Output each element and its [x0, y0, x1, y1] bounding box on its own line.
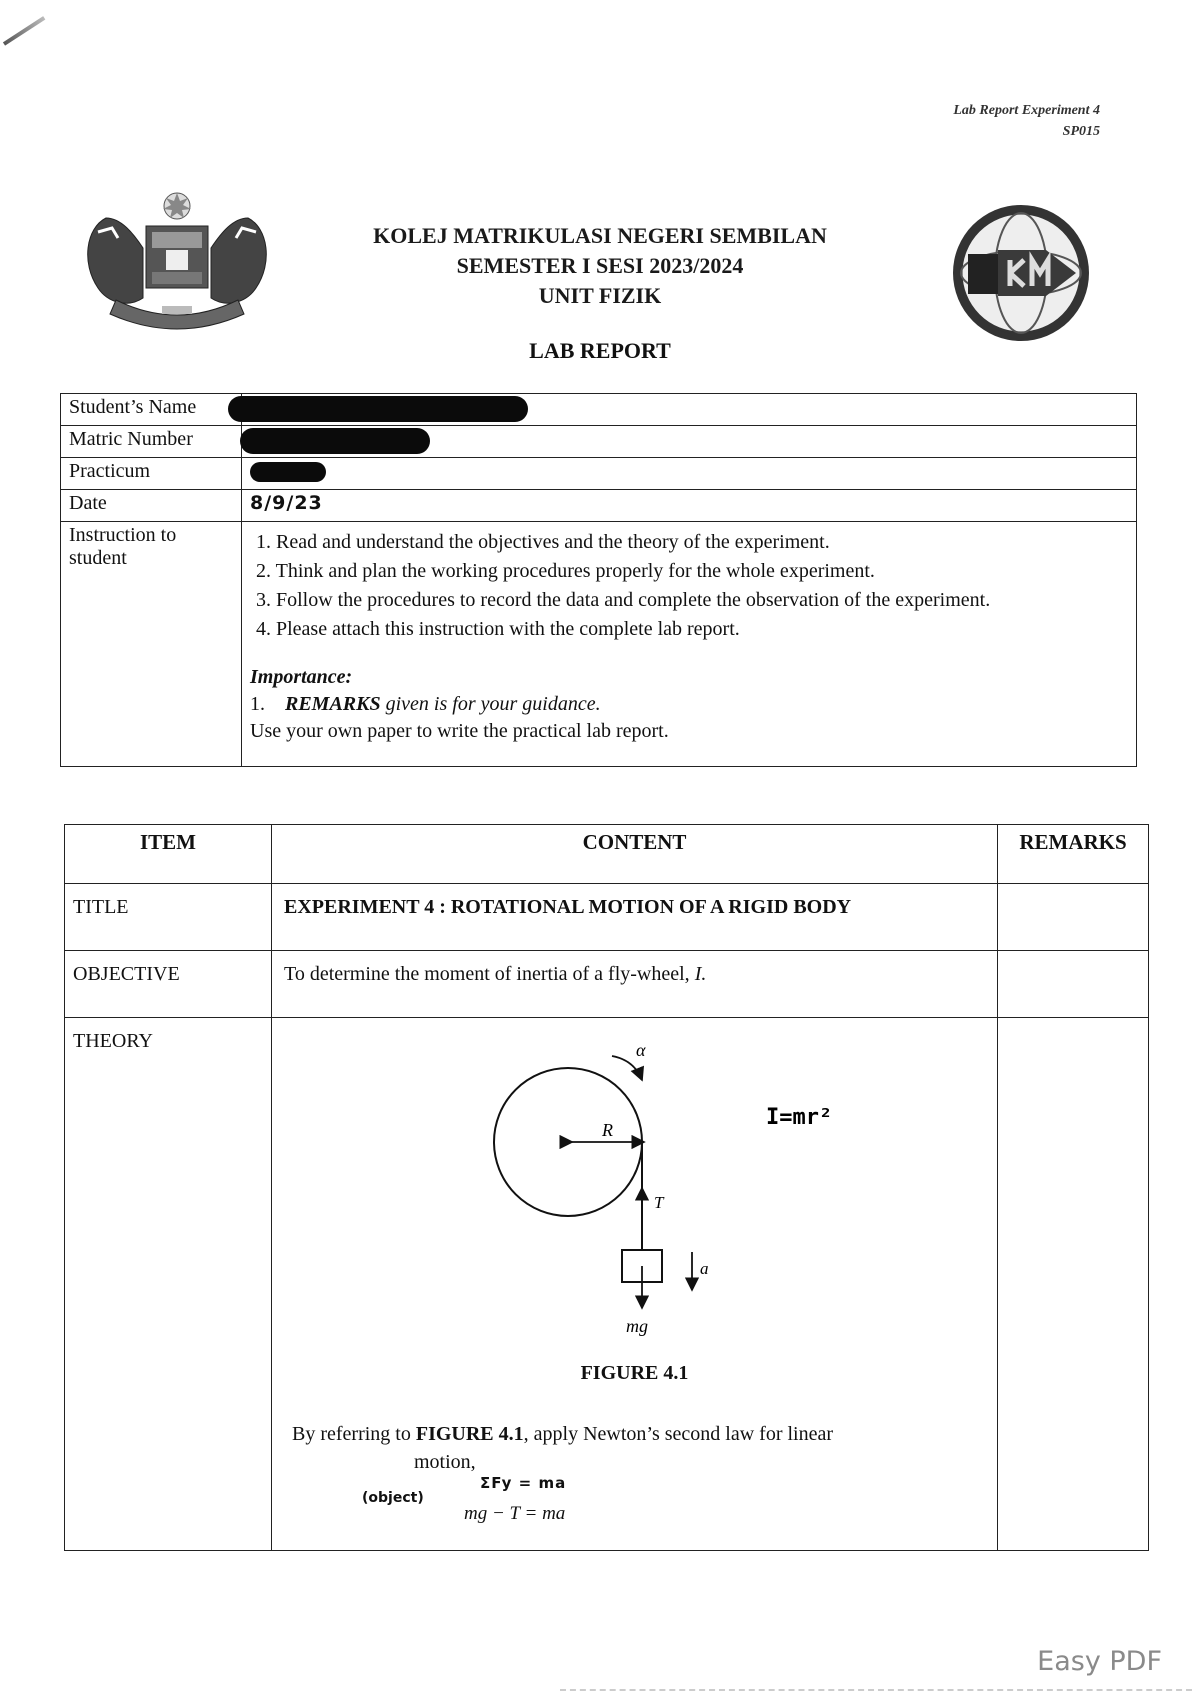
instruction-item: 3. Follow the procedures to record the data and complete the observation of the experiment.: [256, 589, 991, 611]
instruction-item: 4. Please attach this instruction with the complete lab report.: [256, 618, 740, 640]
objective-row: [65, 951, 1149, 1018]
alpha-label: α: [636, 1040, 646, 1060]
redaction-mark: [228, 396, 528, 422]
page-reference: [953, 100, 1100, 142]
instruction-item: 2. Think and plan the working procedures properly for the whole experiment.: [256, 560, 875, 582]
importance-text: given is for your guidance.: [380, 693, 601, 715]
objective-content: [272, 951, 998, 1018]
college-logo: [950, 202, 1092, 344]
instruction-content: [242, 522, 1137, 767]
page-reference-title: Lab Report Experiment 4: [953, 103, 1100, 118]
instruction-label: Instruction to student: [61, 522, 242, 767]
header-row: [65, 825, 1149, 884]
theory-area: [272, 1018, 997, 1538]
handwritten-note: I=mr²: [766, 1105, 833, 1130]
easy-pdf-watermark: Easy PDF: [1037, 1646, 1162, 1677]
practicum-row: [61, 458, 1137, 490]
student-info-table: [60, 393, 1137, 767]
paragraph-line-two: motion,: [414, 1451, 476, 1473]
college-name: KOLEJ MATRIKULASI NEGERI SEMBILAN: [373, 223, 827, 248]
remarks-cell: [998, 884, 1149, 951]
matric-row: [61, 426, 1137, 458]
redaction-mark: [240, 428, 430, 454]
matric-number-value: [242, 426, 1137, 458]
page-reference-code: SP015: [1062, 124, 1100, 139]
redaction-mark: [250, 462, 326, 482]
objective-symbol: I.: [694, 963, 707, 985]
scan-mark: [3, 16, 45, 45]
newton-equation: mg − T = ma: [464, 1503, 566, 1524]
date-value: 8/9/23: [242, 490, 1137, 522]
practicum-value: [242, 458, 1137, 490]
remarks-cell: [998, 1018, 1149, 1551]
weight-label: mg: [626, 1316, 648, 1336]
college-header: [300, 221, 900, 311]
tension-label: T: [654, 1193, 664, 1212]
theory-content: [272, 1018, 998, 1551]
paragraph-text-end: , apply Newton’s second law for linear: [523, 1423, 834, 1445]
handwritten-sum-note: ΣFy = ma: [480, 1474, 567, 1492]
content-column-header: CONTENT: [272, 825, 998, 884]
item-column-header: ITEM: [65, 825, 272, 884]
remarks-keyword: REMARKS: [285, 693, 381, 715]
figure-4-1-diagram: [272, 1018, 1014, 1358]
instruction-item: 1. Read and understand the objectives and the theory of the experiment.: [256, 531, 830, 553]
importance-note: Use your own paper to write the practical lab report.: [250, 720, 669, 742]
title-row: [65, 884, 1149, 951]
theory-row: [65, 1018, 1149, 1551]
figure-caption: FIGURE 4.1: [580, 1362, 689, 1384]
unit-line: UNIT FIZIK: [538, 283, 662, 308]
figure-reference: FIGURE 4.1: [415, 1423, 524, 1445]
title-label: TITLE: [65, 884, 272, 951]
student-name-value: [242, 394, 1137, 426]
semester-line: SEMESTER I SESI 2023/2024: [456, 253, 744, 278]
practicum-label: Practicum: [61, 458, 242, 490]
experiment-title: EXPERIMENT 4 : ROTATIONAL MOTION OF A RIGID BODY: [272, 884, 998, 951]
importance-heading: Importance:: [250, 666, 353, 688]
date-label: Date: [61, 490, 242, 522]
paragraph-text-start: By referring to: [292, 1423, 416, 1445]
theory-paragraph: [292, 1420, 932, 1476]
lab-report-heading: LAB REPORT: [529, 338, 671, 363]
theory-label: THEORY: [65, 1018, 272, 1551]
name-row: [61, 394, 1137, 426]
remarks-cell: [998, 951, 1149, 1018]
objective-label: OBJECTIVE: [65, 951, 272, 1018]
instruction-row: [61, 522, 1137, 767]
acceleration-label: a: [700, 1259, 709, 1278]
experiment-table: [64, 824, 1149, 1551]
page-edge-line: [560, 1687, 1192, 1691]
matric-number-label: Matric Number: [61, 426, 242, 458]
objective-text: To determine the moment of inertia of a fly-wheel,: [284, 963, 690, 985]
instruction-list: [250, 528, 1128, 644]
date-row: [61, 490, 1137, 522]
coat-of-arms-logo: [76, 188, 278, 338]
student-name-label: Student’s Name: [61, 394, 242, 426]
importance-number: 1.: [250, 693, 265, 715]
handwritten-object-note: (object): [362, 1490, 424, 1506]
remarks-column-header: REMARKS: [998, 825, 1149, 884]
radius-label: R: [602, 1120, 613, 1140]
importance-item: [250, 691, 1128, 718]
